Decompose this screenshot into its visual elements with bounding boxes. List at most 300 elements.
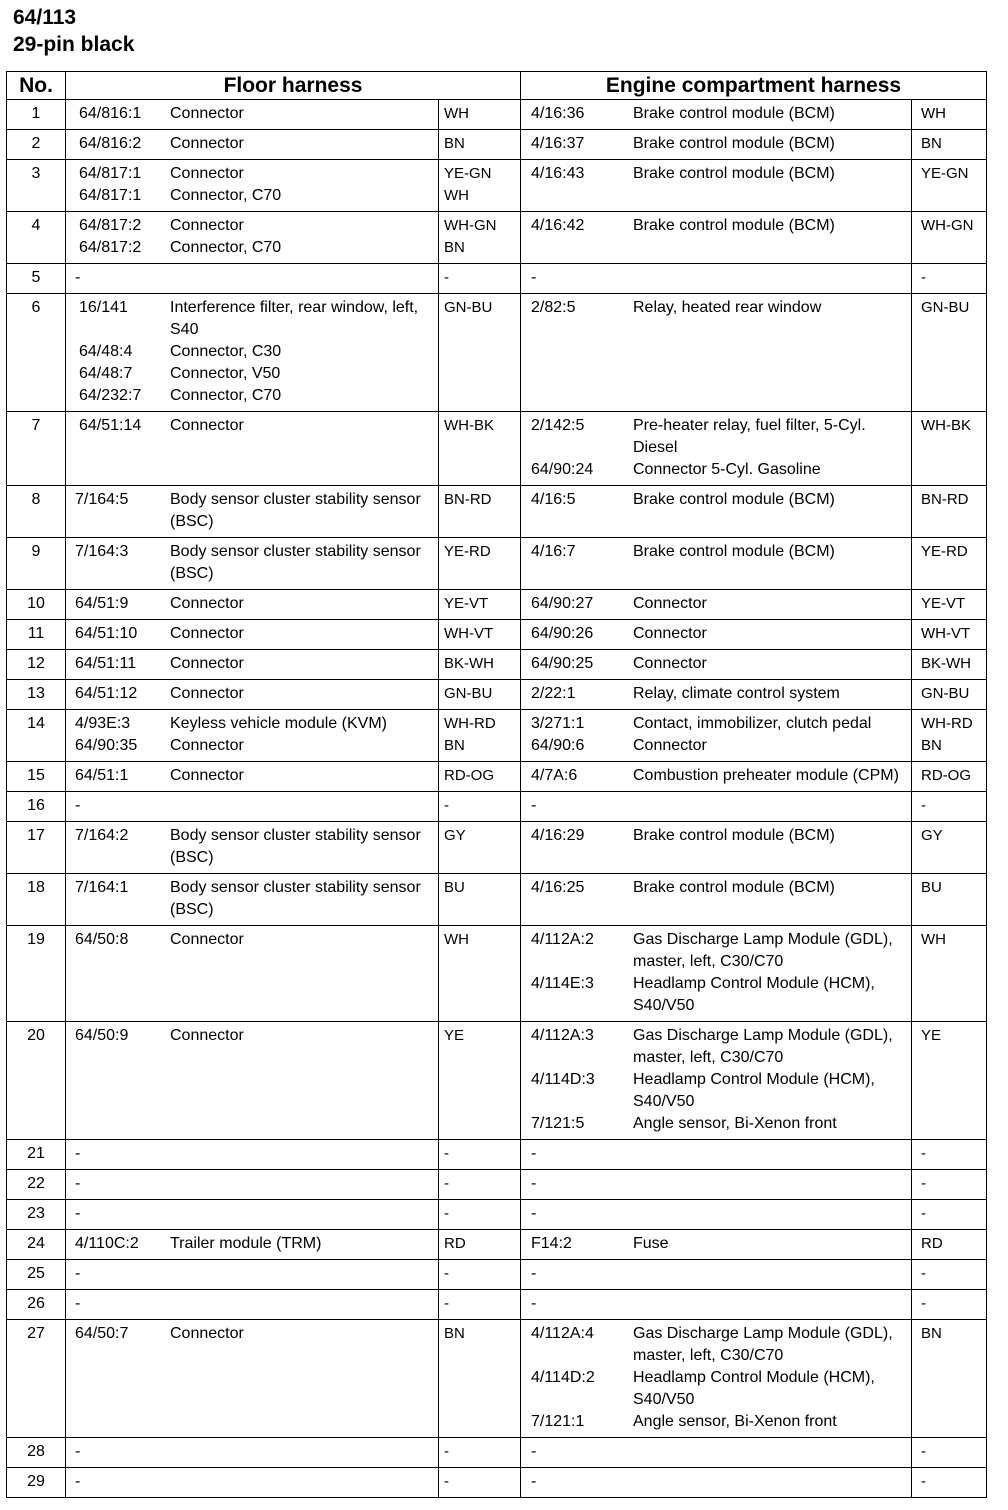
engine-harness-cell <box>521 130 987 160</box>
engine-entry <box>521 163 986 185</box>
engine-entry <box>521 929 986 973</box>
floor-harness-cell <box>66 160 521 212</box>
wire-color <box>911 973 984 1017</box>
table-row <box>7 1290 987 1320</box>
component-code: 4/16:43 <box>531 165 585 182</box>
wire-color: GN-BU <box>444 299 493 316</box>
color-column-divider <box>438 212 439 263</box>
component-description <box>170 1441 434 1463</box>
wire-color: GY <box>444 827 466 844</box>
floor-harness-cell <box>66 1200 521 1230</box>
component-code: 64/817:2 <box>79 217 142 234</box>
table-row <box>7 412 987 486</box>
component-code: 4/114E:3 <box>531 975 594 992</box>
wire-color: BU <box>444 879 465 896</box>
wire-color: - <box>921 797 926 814</box>
component-code: 64/232:7 <box>79 387 142 404</box>
engine-entry <box>521 713 986 735</box>
table-row <box>7 822 987 874</box>
floor-harness-cell <box>66 650 521 680</box>
component-code: 4/16:36 <box>531 105 585 122</box>
wire-color: - <box>921 1145 926 1162</box>
color-column-divider <box>911 1230 912 1259</box>
component-description: Brake control module (BCM) <box>633 543 835 560</box>
engine-entry <box>521 1323 986 1367</box>
floor-entry <box>66 683 520 705</box>
table-row <box>7 130 987 160</box>
wire-color: BN <box>444 239 465 256</box>
component-code: 4/114D:3 <box>531 1071 595 1088</box>
floor-harness-cell <box>66 620 521 650</box>
floor-harness-cell <box>66 1438 521 1468</box>
component-code: - <box>531 1473 537 1490</box>
wire-color: - <box>921 1175 926 1192</box>
pin-number: 13 <box>7 680 66 710</box>
floor-harness-cell <box>66 1022 521 1140</box>
pin-number: 23 <box>7 1200 66 1230</box>
floor-entry <box>66 1173 520 1195</box>
color-column-divider <box>911 1290 912 1319</box>
component-code: 4/112A:2 <box>531 931 594 948</box>
component-description: Body sensor cluster stability sensor (BSC) <box>170 491 421 530</box>
component-code: 3/271:1 <box>531 715 585 732</box>
floor-harness-cell <box>66 680 521 710</box>
engine-harness-cell <box>521 1230 987 1260</box>
engine-harness-cell <box>521 792 987 822</box>
component-code: - <box>75 1145 81 1162</box>
pin-number: 27 <box>7 1320 66 1438</box>
component-description <box>170 1143 434 1165</box>
engine-harness-cell <box>521 1290 987 1320</box>
pin-number: 25 <box>7 1260 66 1290</box>
wire-color: BN <box>921 737 942 754</box>
color-column-divider <box>911 1438 912 1467</box>
floor-entry <box>66 215 520 237</box>
component-description: Body sensor cluster stability sensor (BSC) <box>170 879 421 918</box>
component-description: Connector <box>170 135 244 152</box>
component-description: Connector <box>170 417 244 434</box>
component-code: 64/90:24 <box>531 461 594 478</box>
color-column-divider <box>911 1140 912 1169</box>
floor-harness-cell <box>66 822 521 874</box>
table-row <box>7 1170 987 1200</box>
table-row <box>7 590 987 620</box>
component-description: Brake control module (BCM) <box>633 879 835 896</box>
table-row <box>7 620 987 650</box>
engine-harness-cell <box>521 486 987 538</box>
wire-color: - <box>921 1295 926 1312</box>
engine-harness-cell <box>521 1170 987 1200</box>
floor-harness-cell <box>66 1230 521 1260</box>
wire-color: GN-BU <box>921 685 970 702</box>
header-no: No. <box>7 72 66 100</box>
engine-entry <box>521 1173 986 1195</box>
wire-color: BN <box>444 135 465 152</box>
pin-number: 8 <box>7 486 66 538</box>
wire-color: WH-VT <box>921 625 971 642</box>
color-column-divider <box>911 212 912 263</box>
component-description: Gas Discharge Lamp Module (GDL), master, left, C30/C70 <box>633 931 893 970</box>
engine-entry <box>521 133 986 155</box>
wire-color: - <box>444 1175 449 1192</box>
pin-number: 14 <box>7 710 66 762</box>
wire-color: WH <box>444 187 469 204</box>
wire-color: WH <box>444 931 469 948</box>
component-description <box>633 1143 911 1165</box>
floor-harness-cell <box>66 264 521 294</box>
component-description: Body sensor cluster stability sensor (BSC) <box>170 827 421 866</box>
table-row <box>7 212 987 264</box>
color-column-divider <box>911 590 912 619</box>
wire-color: BN <box>444 1325 465 1342</box>
engine-entry <box>521 795 986 817</box>
wire-color: WH-RD <box>921 715 973 732</box>
color-column-divider <box>438 160 439 211</box>
wire-color: BU <box>921 879 942 896</box>
color-column-divider <box>438 874 439 925</box>
component-code: 4/16:25 <box>531 879 585 896</box>
wire-color: GN-BU <box>444 685 493 702</box>
color-column-divider <box>911 412 912 485</box>
floor-entry <box>66 653 520 675</box>
wire-color: YE-RD <box>921 543 968 560</box>
component-description: Connector, C30 <box>170 343 282 360</box>
color-column-divider <box>911 1320 912 1437</box>
pin-number: 24 <box>7 1230 66 1260</box>
color-column-divider <box>438 1230 439 1259</box>
component-description <box>170 795 434 817</box>
floor-entry <box>66 825 520 869</box>
floor-entry <box>66 795 520 817</box>
color-column-divider <box>438 762 439 791</box>
color-column-divider <box>438 294 439 411</box>
floor-harness-cell <box>66 1468 521 1498</box>
component-description <box>633 1441 911 1463</box>
floor-harness-cell <box>66 792 521 822</box>
wire-color: BN-RD <box>921 491 969 508</box>
component-code: 64/51:14 <box>79 417 142 434</box>
component-description: Body sensor cluster stability sensor (BSC) <box>170 543 421 582</box>
component-code: 7/121:1 <box>531 1413 585 1430</box>
component-code: 64/90:6 <box>531 737 585 754</box>
wire-color: - <box>444 1265 449 1282</box>
connector-id: 64/113 <box>13 6 77 29</box>
engine-entry <box>521 1113 986 1135</box>
component-code: 64/48:7 <box>79 365 133 382</box>
engine-harness-cell <box>521 160 987 212</box>
component-code: - <box>531 797 537 814</box>
floor-harness-cell <box>66 412 521 486</box>
color-column-divider <box>438 100 439 129</box>
floor-entry <box>66 489 520 533</box>
wire-color: RD <box>921 1235 943 1252</box>
component-description: Connector <box>170 685 244 702</box>
floor-harness-cell <box>66 212 521 264</box>
wire-color: BK-WH <box>444 655 494 672</box>
floor-entry <box>66 385 520 407</box>
floor-entry <box>66 185 520 207</box>
table-row <box>7 486 987 538</box>
component-description: Connector <box>170 1325 244 1342</box>
table-row <box>7 100 987 130</box>
table-row <box>7 264 987 294</box>
component-code: - <box>531 269 537 286</box>
color-column-divider <box>438 538 439 589</box>
engine-harness-cell <box>521 412 987 486</box>
component-code: 64/51:1 <box>75 767 129 784</box>
table-row <box>7 792 987 822</box>
wire-color: - <box>444 1473 449 1490</box>
component-code: 7/121:5 <box>531 1115 585 1132</box>
component-code: - <box>75 1265 81 1282</box>
component-description: Headlamp Control Module (HCM), S40/V50 <box>633 975 875 1014</box>
pin-number: 1 <box>7 100 66 130</box>
component-code: 64/51:12 <box>75 685 138 702</box>
wire-color: WH-RD <box>444 715 496 732</box>
engine-harness-cell <box>521 1022 987 1140</box>
header-engine-harness: Engine compartment harness <box>521 72 987 100</box>
color-column-divider <box>438 1140 439 1169</box>
component-description: Connector <box>170 931 244 948</box>
component-description <box>633 1263 911 1285</box>
color-column-divider <box>438 1022 439 1139</box>
wire-color: WH <box>921 931 946 948</box>
engine-entry <box>521 1471 986 1493</box>
component-description: Gas Discharge Lamp Module (GDL), master, left, C30/C70 <box>633 1027 893 1066</box>
component-code: - <box>75 1175 81 1192</box>
wire-color: - <box>444 1205 449 1222</box>
component-code: 4/16:42 <box>531 217 585 234</box>
component-description: Connector <box>633 595 707 612</box>
wire-color: GN-BU <box>921 299 970 316</box>
floor-entry <box>66 929 520 951</box>
floor-entry <box>66 267 520 289</box>
table-row <box>7 1200 987 1230</box>
engine-entry <box>521 1441 986 1463</box>
component-description: Connector, V50 <box>170 365 281 382</box>
engine-harness-cell <box>521 650 987 680</box>
component-code: - <box>75 1205 81 1222</box>
engine-entry <box>521 1203 986 1225</box>
color-column-divider <box>438 1200 439 1229</box>
engine-entry <box>521 1025 986 1069</box>
color-column-divider <box>911 130 912 159</box>
wire-color: RD-OG <box>921 767 971 784</box>
floor-entry <box>66 735 520 757</box>
engine-harness-cell <box>521 1320 987 1438</box>
floor-entry <box>66 1233 520 1255</box>
wire-color <box>911 1367 984 1411</box>
engine-entry <box>521 267 986 289</box>
pin-number: 12 <box>7 650 66 680</box>
color-column-divider <box>438 650 439 679</box>
wire-color: WH <box>444 105 469 122</box>
engine-entry <box>521 973 986 1017</box>
engine-harness-cell <box>521 1438 987 1468</box>
component-code: 64/48:4 <box>79 343 133 360</box>
engine-entry <box>521 415 986 459</box>
wire-color: YE-GN <box>921 165 969 182</box>
wire-color: WH <box>921 105 946 122</box>
component-description: Brake control module (BCM) <box>633 827 835 844</box>
floor-harness-cell <box>66 486 521 538</box>
engine-harness-cell <box>521 212 987 264</box>
component-code: 64/90:25 <box>531 655 594 672</box>
engine-entry <box>521 765 986 787</box>
wire-color: BN-RD <box>444 491 492 508</box>
component-code: - <box>75 797 81 814</box>
floor-entry <box>66 415 520 437</box>
pin-number: 20 <box>7 1022 66 1140</box>
component-code: - <box>75 269 81 286</box>
component-code: 64/817:1 <box>79 187 142 204</box>
engine-harness-cell <box>521 590 987 620</box>
wire-color: - <box>444 797 449 814</box>
engine-harness-cell <box>521 1260 987 1290</box>
pin-number: 17 <box>7 822 66 874</box>
table-row <box>7 650 987 680</box>
table-row <box>7 538 987 590</box>
engine-entry <box>521 735 986 757</box>
wire-color: RD-OG <box>444 767 494 784</box>
color-column-divider <box>438 710 439 761</box>
wire-color: - <box>444 269 449 286</box>
floor-harness-cell <box>66 874 521 926</box>
engine-harness-cell <box>521 874 987 926</box>
wire-color: BN <box>921 1325 942 1342</box>
engine-harness-cell <box>521 1140 987 1170</box>
component-description: Connector <box>170 165 244 182</box>
floor-harness-cell <box>66 1260 521 1290</box>
pin-number: 3 <box>7 160 66 212</box>
pin-number: 19 <box>7 926 66 1022</box>
floor-entry <box>66 765 520 787</box>
floor-harness-cell <box>66 130 521 160</box>
component-code: - <box>531 1265 537 1282</box>
component-description: Connector <box>170 595 244 612</box>
component-code: 7/164:2 <box>75 827 129 844</box>
floor-entry <box>66 163 520 185</box>
floor-entry <box>66 1263 520 1285</box>
color-column-divider <box>911 1468 912 1497</box>
wire-color: BK-WH <box>921 655 971 672</box>
color-column-divider <box>438 590 439 619</box>
table-row <box>7 1022 987 1140</box>
pin-number: 29 <box>7 1468 66 1498</box>
floor-entry <box>66 1025 520 1047</box>
wire-color: GY <box>921 827 943 844</box>
wire-color: WH-GN <box>921 217 974 234</box>
component-code: 64/816:1 <box>79 105 142 122</box>
component-description: Connector, C70 <box>170 387 282 404</box>
table-row <box>7 1468 987 1498</box>
engine-entry <box>521 1293 986 1315</box>
table-row <box>7 1140 987 1170</box>
header-floor-harness: Floor harness <box>66 72 521 100</box>
component-code: 4/112A:4 <box>531 1325 594 1342</box>
wire-color: WH-GN <box>444 217 497 234</box>
floor-entry <box>66 713 520 735</box>
component-code: - <box>75 1473 81 1490</box>
floor-harness-cell <box>66 1140 521 1170</box>
floor-harness-cell <box>66 1320 521 1438</box>
pin-number: 6 <box>7 294 66 412</box>
component-description: Connector, C70 <box>170 187 282 204</box>
engine-entry <box>521 1233 986 1255</box>
floor-harness-cell <box>66 538 521 590</box>
wire-color: YE <box>444 1027 465 1044</box>
component-code: F14:2 <box>531 1235 572 1252</box>
component-description <box>633 1471 911 1493</box>
wire-color <box>911 1069 984 1113</box>
component-description: Connector 5-Cyl. Gasoline <box>633 461 821 478</box>
component-code: 7/164:5 <box>75 491 129 508</box>
wire-color: YE-GN <box>444 165 492 182</box>
floor-harness-cell <box>66 1170 521 1200</box>
component-code: 64/90:35 <box>75 737 138 754</box>
floor-entry <box>66 1323 520 1345</box>
color-column-divider <box>438 486 439 537</box>
color-column-divider <box>911 100 912 129</box>
component-description: Connector <box>633 625 707 642</box>
color-column-divider <box>438 130 439 159</box>
component-code: - <box>531 1175 537 1192</box>
wire-color <box>434 385 517 407</box>
component-description: Connector <box>170 625 244 642</box>
component-description <box>170 1203 434 1225</box>
pin-number: 16 <box>7 792 66 822</box>
floor-entry <box>66 1441 520 1463</box>
pin-number: 9 <box>7 538 66 590</box>
table-row <box>7 160 987 212</box>
engine-harness-cell <box>521 710 987 762</box>
floor-entry <box>66 541 520 585</box>
wire-color: - <box>921 1443 926 1460</box>
floor-entry <box>66 623 520 645</box>
floor-entry <box>66 877 520 921</box>
component-code: 64/817:2 <box>79 239 142 256</box>
table-row <box>7 874 987 926</box>
table-header-row <box>7 72 987 100</box>
wire-color: YE <box>921 1027 942 1044</box>
floor-harness-cell <box>66 590 521 620</box>
engine-entry <box>521 1263 986 1285</box>
color-column-divider <box>438 926 439 1021</box>
pin-number: 4 <box>7 212 66 264</box>
wire-color <box>434 341 517 363</box>
component-code: 64/51:11 <box>75 655 137 672</box>
wire-color: - <box>444 1295 449 1312</box>
component-code: 4/7A:6 <box>531 767 578 784</box>
component-code: 64/90:26 <box>531 625 594 642</box>
component-code: 7/164:3 <box>75 543 129 560</box>
pin-number: 7 <box>7 412 66 486</box>
component-description <box>170 1293 434 1315</box>
component-description: Pre-heater relay, fuel filter, 5-Cyl. Diesel <box>633 417 866 456</box>
engine-entry <box>521 541 986 563</box>
component-description <box>633 795 911 817</box>
floor-entry <box>66 1143 520 1165</box>
table-row <box>7 1260 987 1290</box>
engine-harness-cell <box>521 762 987 792</box>
floor-harness-cell <box>66 710 521 762</box>
engine-harness-cell <box>521 620 987 650</box>
pin-number: 26 <box>7 1290 66 1320</box>
component-code: - <box>75 1443 81 1460</box>
component-description: Connector <box>170 1027 244 1044</box>
engine-entry <box>521 877 986 899</box>
floor-entry <box>66 1471 520 1493</box>
